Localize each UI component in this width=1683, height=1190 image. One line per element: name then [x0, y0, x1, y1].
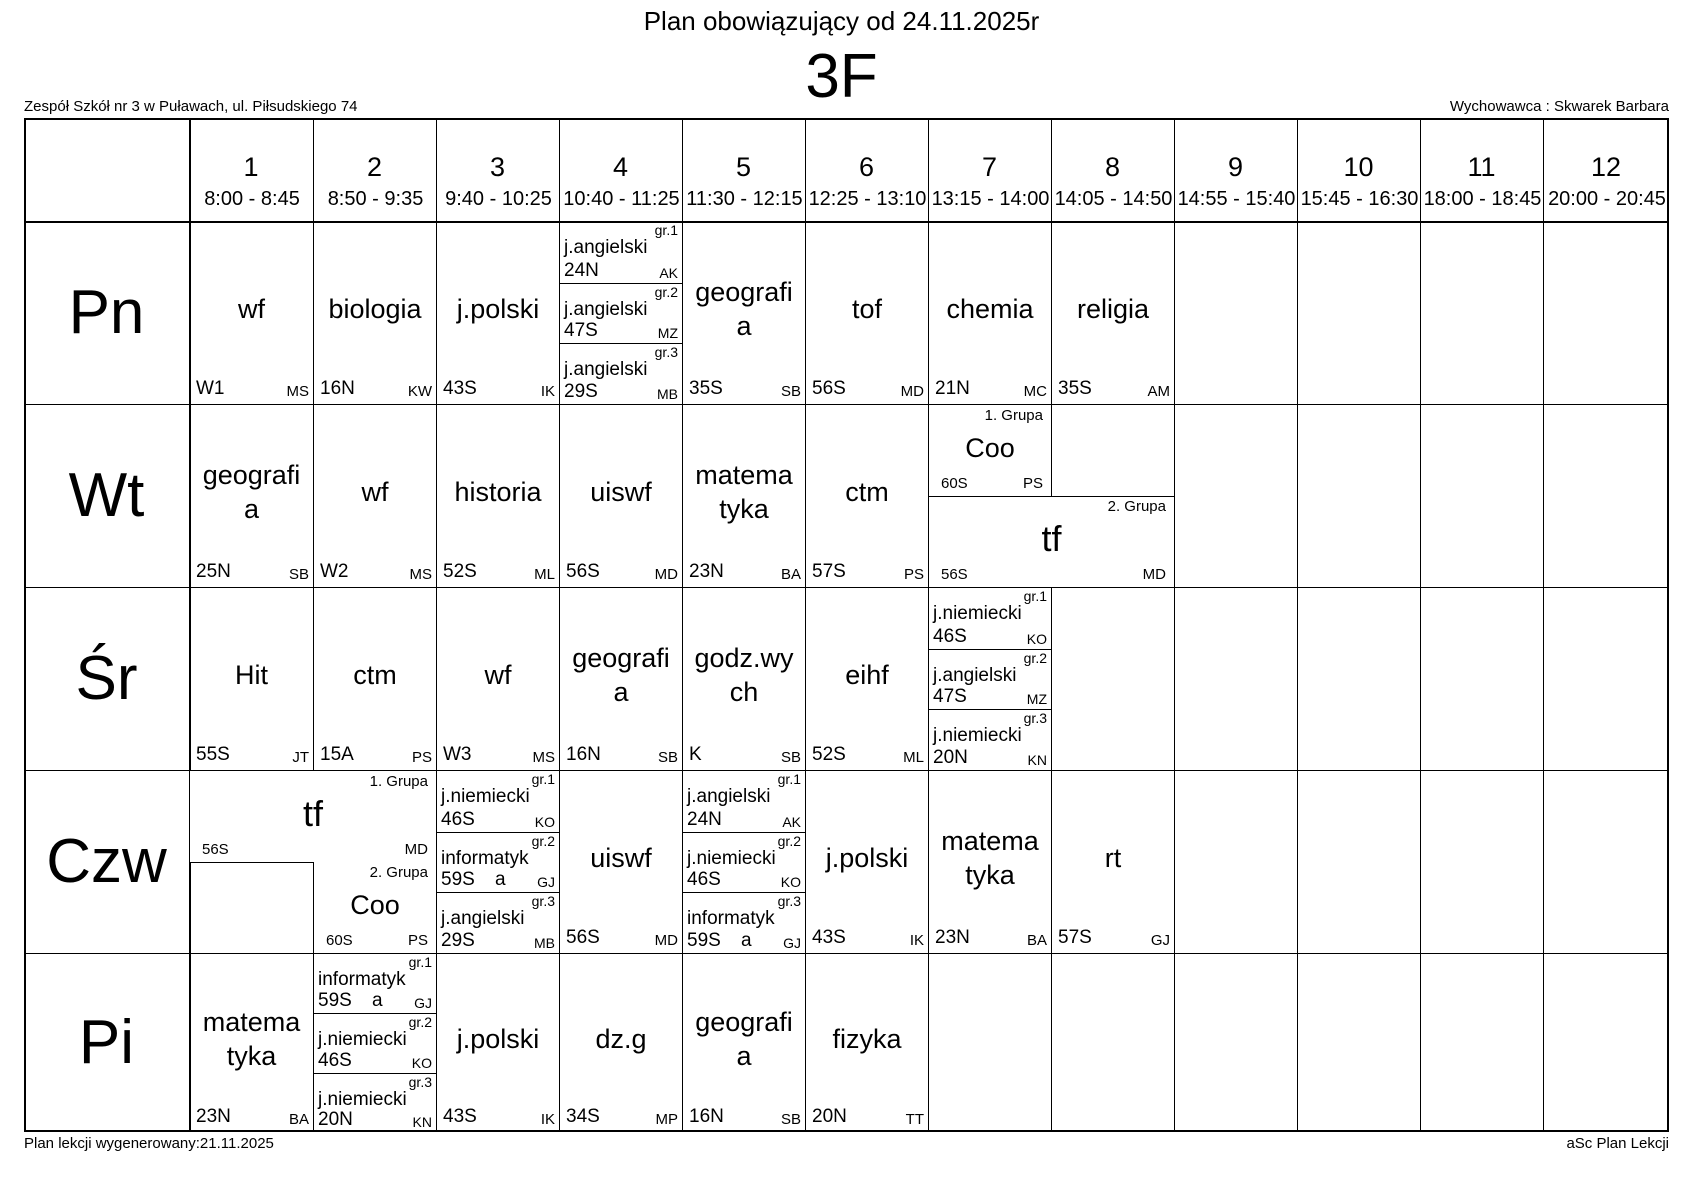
- lesson-cell[interactable]: [190, 222, 313, 404]
- lesson-room: 35S: [1058, 378, 1092, 399]
- lesson-subject: chemia: [946, 294, 1034, 324]
- lesson-subject: tf: [1041, 517, 1062, 559]
- period-number: 8: [1104, 152, 1121, 182]
- lesson-subject: j.niemiecki: [933, 603, 1022, 624]
- lesson-cell[interactable]: [437, 954, 559, 1132]
- lesson-cell[interactable]: [314, 222, 436, 404]
- plan-title: Plan obowiązujący od 24.11.2025r: [643, 6, 1040, 36]
- lesson-teacher: IK: [540, 383, 555, 400]
- period-time: 18:00 - 18:45: [1423, 188, 1542, 210]
- group-label: gr.3: [654, 344, 678, 361]
- lesson-teacher: JT: [292, 749, 309, 766]
- lesson-room: 56S: [566, 561, 600, 582]
- lesson-subject: matema tyka: [202, 1007, 301, 1071]
- group-label: gr.3: [408, 1073, 432, 1090]
- lesson-teacher: PS: [411, 749, 432, 766]
- lesson-room: 59S: [687, 929, 721, 951]
- lesson-teacher: MP: [655, 1111, 678, 1128]
- lesson-subject: matema tyka: [695, 460, 793, 524]
- day-label: Pn: [68, 277, 145, 347]
- lesson-subject: j.angielski: [687, 786, 771, 807]
- day-label: Wt: [68, 460, 145, 530]
- lesson-teacher: MB: [534, 934, 555, 951]
- group-label: 1. Grupa: [984, 407, 1043, 424]
- lesson-teacher: IK: [540, 1111, 555, 1128]
- group-lesson-cell[interactable]: [560, 222, 682, 283]
- lesson-cell[interactable]: [190, 954, 313, 1132]
- lesson-subject: geografi a: [572, 643, 670, 707]
- lesson-teacher: KW: [407, 383, 432, 400]
- grid-line: [313, 862, 314, 953]
- timetable-grid: [24, 118, 1669, 1132]
- lesson-teacher: GJ: [1150, 932, 1170, 949]
- lesson-subject: informatyk: [441, 847, 529, 869]
- lesson-teacher: MD: [1142, 566, 1166, 583]
- lesson-subject: wf: [238, 294, 265, 324]
- group-lesson-cell[interactable]: [560, 283, 682, 344]
- lesson-teacher: SB: [780, 1111, 801, 1128]
- lesson-cell[interactable]: [683, 405, 805, 587]
- lesson-teacher: BA: [780, 566, 801, 583]
- period-number: 5: [735, 152, 752, 182]
- period-number: 3: [489, 152, 506, 182]
- lesson-teacher: SB: [657, 749, 678, 766]
- group-lesson-cell[interactable]: [314, 954, 436, 1013]
- lesson-subject: Coo: [350, 889, 400, 920]
- period-time: 8:50 - 9:35: [327, 188, 424, 210]
- lesson-cell[interactable]: [560, 405, 682, 587]
- lesson-teacher: SB: [288, 566, 309, 583]
- group-label: gr.1: [654, 222, 678, 238]
- group-lesson-cell[interactable]: [314, 1013, 436, 1072]
- lesson-teacher: TT: [905, 1111, 924, 1128]
- lesson-teacher: MS: [409, 566, 432, 583]
- lesson-subject: dz.g: [595, 1024, 647, 1054]
- lesson-subject: j.angielski: [564, 237, 648, 258]
- lesson-subject: j.niemiecki: [318, 1029, 407, 1051]
- period-number: 9: [1227, 152, 1244, 182]
- period-number: 4: [612, 152, 629, 182]
- lesson-cell[interactable]: [560, 954, 682, 1132]
- group-lesson-cell[interactable]: [683, 892, 805, 953]
- lesson-room: 29S: [564, 380, 598, 402]
- lesson-subject: Hit: [235, 660, 268, 690]
- group-lesson-cell[interactable]: [560, 343, 682, 404]
- grid-line: [1297, 118, 1298, 1132]
- day-label: Pi: [78, 1007, 135, 1077]
- lesson-room: 20N: [933, 746, 968, 768]
- lesson-teacher: GJ: [783, 934, 801, 951]
- lesson-room: 56S: [812, 378, 846, 399]
- group-label: 2. Grupa: [369, 864, 428, 881]
- lesson-room: 46S: [687, 869, 721, 891]
- room-suffix: a: [495, 869, 506, 891]
- lesson-cell[interactable]: [929, 222, 1051, 404]
- lesson-subject: informatyk: [687, 908, 775, 930]
- lesson-subject: informatyk: [318, 969, 406, 990]
- period-time: 9:40 - 10:25: [445, 188, 552, 210]
- lesson-room: 23N: [689, 561, 724, 582]
- lesson-subject: wf: [484, 660, 512, 690]
- lesson-room: 47S: [564, 320, 598, 342]
- group-label: gr.3: [531, 893, 555, 910]
- lesson-cell[interactable]: [437, 405, 559, 587]
- lesson-teacher: PS: [1022, 475, 1043, 492]
- group-lesson-cell[interactable]: [929, 588, 1051, 649]
- lesson-teacher: BA: [1026, 932, 1047, 949]
- group-label: gr.1: [1023, 588, 1047, 604]
- school-name: Zespół Szkół nr 3 w Puławach, ul. Piłsudskiego 74: [24, 98, 358, 115]
- lesson-room: 29S: [441, 929, 475, 951]
- group-block-cell[interactable]: [929, 496, 1174, 587]
- room-suffix: a: [741, 929, 752, 951]
- lesson-subject: j.niemiecki: [933, 725, 1022, 747]
- lesson-subject: godz.wy ch: [694, 643, 794, 707]
- period-time: 12:25 - 13:10: [808, 188, 927, 210]
- lesson-subject: j.polski: [456, 294, 540, 324]
- lesson-teacher: MD: [404, 841, 428, 858]
- lesson-room: 57S: [1058, 927, 1092, 948]
- lesson-cell[interactable]: [190, 405, 313, 587]
- lesson-room: 43S: [443, 1106, 477, 1127]
- lesson-room: 25N: [196, 561, 231, 582]
- lesson-room: 16N: [566, 744, 601, 765]
- lesson-room: 47S: [933, 686, 967, 708]
- lesson-subject: ctm: [353, 660, 397, 690]
- lesson-subject: religia: [1076, 294, 1150, 324]
- group-lesson-cell[interactable]: [437, 832, 559, 893]
- lesson-room: 43S: [812, 927, 846, 948]
- lesson-cell[interactable]: [314, 588, 436, 770]
- lesson-teacher: MZ: [1026, 691, 1047, 708]
- period-number: 10: [1343, 152, 1374, 182]
- lesson-room: 24N: [564, 259, 599, 281]
- lesson-teacher: GJ: [414, 995, 432, 1012]
- group-lesson-cell[interactable]: [683, 771, 805, 832]
- period-time: 14:55 - 15:40: [1177, 188, 1296, 210]
- lesson-subject: wf: [361, 477, 389, 507]
- lesson-teacher: MD: [654, 566, 678, 583]
- lesson-cell[interactable]: [806, 405, 928, 587]
- lesson-room: 20N: [318, 1108, 353, 1130]
- day-label: Czw: [46, 826, 167, 896]
- group-label: gr.1: [531, 771, 555, 787]
- lesson-teacher: MD: [900, 383, 924, 400]
- lesson-room: 59S: [318, 990, 352, 1012]
- lesson-room: 20N: [812, 1106, 847, 1127]
- group-lesson-cell[interactable]: [437, 892, 559, 953]
- grid-line: [1543, 118, 1544, 1132]
- lesson-cell[interactable]: [560, 588, 682, 770]
- lesson-room: W3: [443, 744, 472, 765]
- period-time: 20:00 - 20:45: [1548, 188, 1666, 210]
- lesson-room: 21N: [935, 378, 970, 399]
- lesson-teacher: BA: [288, 1111, 309, 1128]
- lesson-teacher: AK: [659, 264, 678, 281]
- lesson-room: 52S: [443, 561, 477, 582]
- lesson-teacher: SB: [780, 383, 801, 400]
- period-number: 6: [858, 152, 875, 182]
- lesson-teacher: MS: [286, 383, 309, 400]
- period-number: 2: [366, 152, 383, 182]
- lesson-teacher: PS: [903, 566, 924, 583]
- lesson-teacher: KO: [780, 874, 801, 891]
- lesson-subject: uiswf: [590, 477, 652, 507]
- lesson-teacher: KO: [534, 813, 555, 830]
- lesson-room: 46S: [318, 1049, 352, 1071]
- period-time: 14:05 - 14:50: [1054, 188, 1173, 210]
- group-label: gr.1: [777, 771, 801, 787]
- lesson-subject: ctm: [845, 477, 889, 507]
- lesson-cell[interactable]: [806, 222, 928, 404]
- lesson-room: 52S: [812, 744, 846, 765]
- group-block-cell[interactable]: [314, 862, 436, 953]
- lesson-teacher: IK: [909, 932, 924, 949]
- group-label: gr.3: [1023, 710, 1047, 727]
- lesson-room: 43S: [443, 378, 477, 399]
- lesson-teacher: MD: [654, 932, 678, 949]
- period-time: 15:45 - 16:30: [1300, 188, 1419, 210]
- lesson-room: 34S: [566, 1106, 600, 1127]
- lesson-teacher: ML: [903, 749, 924, 766]
- generated-date: Plan lekcji wygenerowany:21.11.2025: [24, 1135, 274, 1152]
- group-lesson-cell[interactable]: [683, 832, 805, 893]
- lesson-room: W2: [320, 561, 349, 582]
- period-number: 11: [1467, 152, 1496, 182]
- lesson-teacher: AK: [782, 813, 801, 830]
- period-number: 12: [1590, 152, 1622, 182]
- lesson-cell[interactable]: [806, 771, 928, 953]
- lesson-teacher: AM: [1147, 383, 1170, 400]
- lesson-room: 23N: [935, 927, 970, 948]
- day-label: Śr: [75, 643, 138, 713]
- software-brand: aSc Plan Lekcji: [1566, 1135, 1669, 1152]
- lesson-subject: matema tyka: [941, 826, 1039, 890]
- lesson-cell[interactable]: [560, 771, 682, 953]
- group-label: 1. Grupa: [369, 773, 428, 790]
- group-block-cell[interactable]: [190, 771, 436, 862]
- group-label: gr.2: [654, 283, 678, 300]
- lesson-teacher: SB: [780, 749, 801, 766]
- group-block-cell[interactable]: [929, 405, 1051, 496]
- lesson-room: 60S: [326, 932, 353, 949]
- group-label: gr.2: [531, 832, 555, 849]
- lesson-room: 56S: [941, 566, 968, 583]
- lesson-cell[interactable]: [437, 588, 559, 770]
- lesson-subject: geografi a: [202, 460, 301, 524]
- group-label: gr.3: [777, 893, 801, 910]
- lesson-cell[interactable]: [314, 405, 436, 587]
- lesson-teacher: MC: [1023, 383, 1047, 400]
- grid-line: [1174, 118, 1175, 1132]
- lesson-room: K: [689, 744, 702, 765]
- lesson-subject: j.angielski: [933, 664, 1017, 686]
- lesson-subject: tf: [302, 792, 323, 834]
- lesson-cell[interactable]: [683, 954, 805, 1132]
- period-number: 7: [981, 152, 998, 182]
- lesson-cell[interactable]: [190, 588, 313, 770]
- group-lesson-cell[interactable]: [929, 709, 1051, 770]
- group-label: 2. Grupa: [1107, 498, 1166, 515]
- group-label: gr.2: [1023, 649, 1047, 666]
- lesson-cell[interactable]: [806, 588, 928, 770]
- lesson-teacher: MZ: [657, 325, 678, 342]
- grid-line: [928, 496, 1174, 497]
- period-time: 13:15 - 14:00: [931, 188, 1050, 210]
- lesson-subject: historia: [454, 477, 542, 507]
- lesson-subject: uiswf: [590, 843, 652, 873]
- lesson-room: 57S: [812, 561, 846, 582]
- lesson-subject: j.polski: [456, 1024, 540, 1054]
- grid-line: [1420, 118, 1421, 1132]
- lesson-subject: tof: [851, 294, 883, 324]
- lesson-teacher: KO: [411, 1054, 432, 1071]
- lesson-teacher: PS: [407, 932, 428, 949]
- room-suffix: a: [372, 990, 383, 1012]
- lesson-teacher: GJ: [537, 874, 555, 891]
- lesson-subject: j.niemiecki: [318, 1088, 407, 1110]
- group-lesson-cell[interactable]: [929, 649, 1051, 710]
- lesson-room: 60S: [941, 475, 968, 492]
- lesson-subject: j.angielski: [441, 908, 525, 930]
- lesson-room: W1: [196, 378, 225, 399]
- lesson-cell[interactable]: [806, 954, 928, 1132]
- lesson-subject: rt: [1104, 843, 1122, 873]
- lesson-room: 16N: [320, 378, 355, 399]
- period-time: 11:30 - 12:15: [686, 188, 803, 210]
- group-label: gr.1: [408, 954, 432, 970]
- lesson-teacher: KN: [412, 1113, 432, 1130]
- group-lesson-cell[interactable]: [314, 1073, 436, 1132]
- lesson-subject: geografi a: [695, 277, 793, 341]
- lesson-room: 46S: [441, 808, 475, 830]
- grid-line: [1051, 405, 1052, 496]
- lesson-cell[interactable]: [683, 588, 805, 770]
- lesson-room: 23N: [196, 1106, 231, 1127]
- lesson-teacher: MS: [532, 749, 555, 766]
- cell-mask: [1052, 405, 1174, 496]
- lesson-cell[interactable]: [683, 222, 805, 404]
- lesson-subject: geografi a: [695, 1007, 793, 1071]
- group-lesson-cell[interactable]: [437, 771, 559, 832]
- lesson-room: 59S: [441, 869, 475, 891]
- lesson-subject: Coo: [965, 432, 1015, 463]
- lesson-teacher: KN: [1027, 751, 1047, 768]
- lesson-teacher: KO: [1026, 630, 1047, 647]
- lesson-teacher: ML: [534, 566, 555, 583]
- lesson-subject: j.niemiecki: [687, 847, 776, 869]
- lesson-subject: j.angielski: [564, 359, 648, 381]
- lesson-room: 56S: [202, 841, 229, 858]
- tutor-name: Wychowawca : Skwarek Barbara: [1449, 98, 1669, 115]
- lesson-room: 35S: [689, 378, 723, 399]
- period-time: 8:00 - 8:45: [204, 188, 300, 210]
- lesson-subject: j.niemiecki: [441, 786, 530, 807]
- lesson-cell[interactable]: [1052, 771, 1174, 953]
- lesson-room: 16N: [689, 1106, 724, 1127]
- lesson-room: 15A: [320, 744, 354, 765]
- group-label: gr.2: [408, 1014, 432, 1031]
- lesson-room: 55S: [196, 744, 230, 765]
- class-name: 3F: [805, 42, 878, 111]
- lesson-cell[interactable]: [1052, 222, 1174, 404]
- lesson-cell[interactable]: [437, 222, 559, 404]
- lesson-subject: fizyka: [832, 1024, 902, 1054]
- lesson-cell[interactable]: [929, 771, 1051, 953]
- group-label: gr.2: [777, 832, 801, 849]
- lesson-subject: j.polski: [825, 843, 909, 873]
- lesson-subject: biologia: [328, 294, 422, 324]
- lesson-subject: eihf: [845, 660, 889, 690]
- period-time: 10:40 - 11:25: [563, 188, 680, 210]
- lesson-room: 56S: [566, 927, 600, 948]
- lesson-room: 24N: [687, 808, 722, 830]
- lesson-subject: j.angielski: [564, 298, 648, 320]
- lesson-teacher: MB: [657, 385, 678, 402]
- period-number: 1: [243, 152, 259, 182]
- lesson-room: 46S: [933, 625, 967, 647]
